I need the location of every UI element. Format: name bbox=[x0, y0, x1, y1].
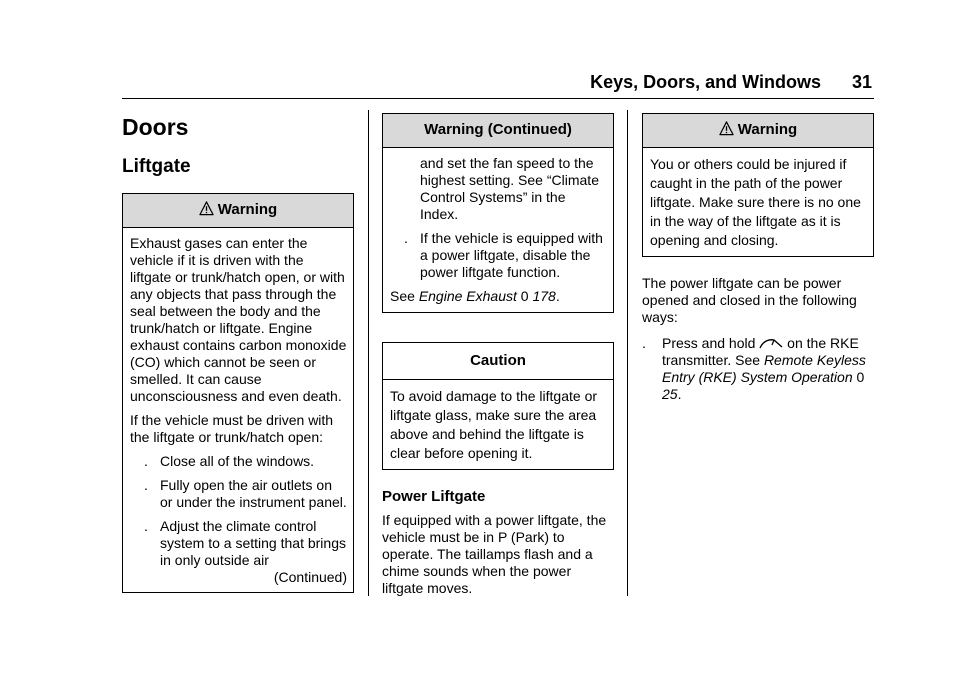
column-3 bbox=[642, 110, 874, 410]
column-2 bbox=[382, 110, 614, 604]
continued-marker: (Continued) bbox=[273, 569, 347, 585]
page-arrow: 0 bbox=[520, 288, 529, 304]
reference-page: 178 bbox=[532, 288, 556, 304]
warning-box bbox=[122, 193, 354, 593]
power-liftgate-heading: Power Liftgate bbox=[382, 488, 486, 505]
list-item: . Press and hold on the RKE transmitter. See Remote Keyless Entry (RKE) System Operation 0 25. bbox=[642, 335, 866, 402]
warning-title: Warning bbox=[217, 201, 278, 218]
page-number: 31 bbox=[851, 72, 872, 92]
liftgate-icon bbox=[759, 338, 783, 349]
list-item: . If the vehicle is equipped with a power liftgate, disable the power liftgate function. bbox=[404, 230, 603, 280]
warning-box bbox=[642, 113, 874, 257]
column-1 bbox=[122, 110, 354, 593]
intro-paragraph: The power liftgate can be power opened and closed in the following ways: bbox=[642, 275, 857, 325]
warning-box-body bbox=[123, 228, 353, 592]
warning-continued-body bbox=[383, 148, 613, 312]
caution-header: Caution bbox=[383, 343, 613, 380]
bullet-dot: . bbox=[144, 518, 148, 534]
bullet-dot: . bbox=[144, 453, 148, 469]
reference-link: Remote Keyless Entry (RKE) System Operation bbox=[662, 352, 866, 385]
list-item: and set the fan speed to the highest setting. See “Climate Control Systems” in the Index. bbox=[420, 155, 599, 222]
bullet-dot: . bbox=[404, 230, 408, 246]
caution-body: To avoid damage to the liftgate or liftgate glass, make sure the area above and behind the liftgate is clear before opening it. bbox=[390, 388, 598, 461]
page-heading: Doors bbox=[122, 114, 189, 140]
warning-box-header bbox=[123, 194, 353, 228]
column-divider-1 bbox=[368, 110, 369, 596]
warning-icon bbox=[719, 121, 734, 136]
warning-icon bbox=[199, 201, 214, 216]
page-arrow: 0 bbox=[856, 369, 865, 385]
power-liftgate-paragraph: If equipped with a power liftgate, the vehicle must be in P (Park) to operate. The taillamps flash and a chime sounds when the power liftgate moves. bbox=[382, 512, 607, 596]
warning-title: Warning bbox=[737, 121, 798, 138]
warning-box-header bbox=[643, 114, 873, 148]
warning-paragraph: Exhaust gases can enter the vehicle if it is driven with the liftgate or trunk/hatch open, or with any objects that pass through the seal between the body and the trunk/hatch or liftgate. Engine exhaust contains carbon monoxide (CO) which cannot be seen or smelled. It can cause unconsciousness and even death. bbox=[130, 235, 347, 404]
column-divider-2 bbox=[627, 110, 628, 596]
list-item: . Fully open the air outlets on or under the instrument panel. bbox=[144, 477, 347, 510]
header-rule bbox=[122, 98, 874, 99]
section-heading: Liftgate bbox=[122, 156, 191, 177]
section-title: Keys, Doors, and Windows bbox=[590, 72, 821, 92]
warning-box-body: You or others could be injured if caught in the path of the power liftgate. Make sure there is no one in the way of the liftgate as it is opening and closing. bbox=[650, 156, 861, 248]
caution-box bbox=[382, 342, 614, 470]
list-item: . Close all of the windows. bbox=[144, 453, 315, 469]
list-item: . Adjust the climate control system to a setting that brings in only outside air bbox=[144, 518, 346, 568]
warning-continued-box bbox=[382, 113, 614, 313]
bullet-dot: . bbox=[144, 477, 148, 493]
warning-continued-header: Warning (Continued) bbox=[383, 114, 613, 148]
warning-paragraph: If the vehicle must be driven with the liftgate or trunk/hatch open: bbox=[130, 412, 334, 445]
reference-link: Engine Exhaust bbox=[418, 288, 517, 304]
running-header bbox=[590, 72, 872, 93]
see-reference: See Engine Exhaust 0 178. bbox=[390, 288, 560, 304]
bullet-dot: . bbox=[642, 335, 646, 351]
reference-page: 25 bbox=[662, 386, 678, 402]
